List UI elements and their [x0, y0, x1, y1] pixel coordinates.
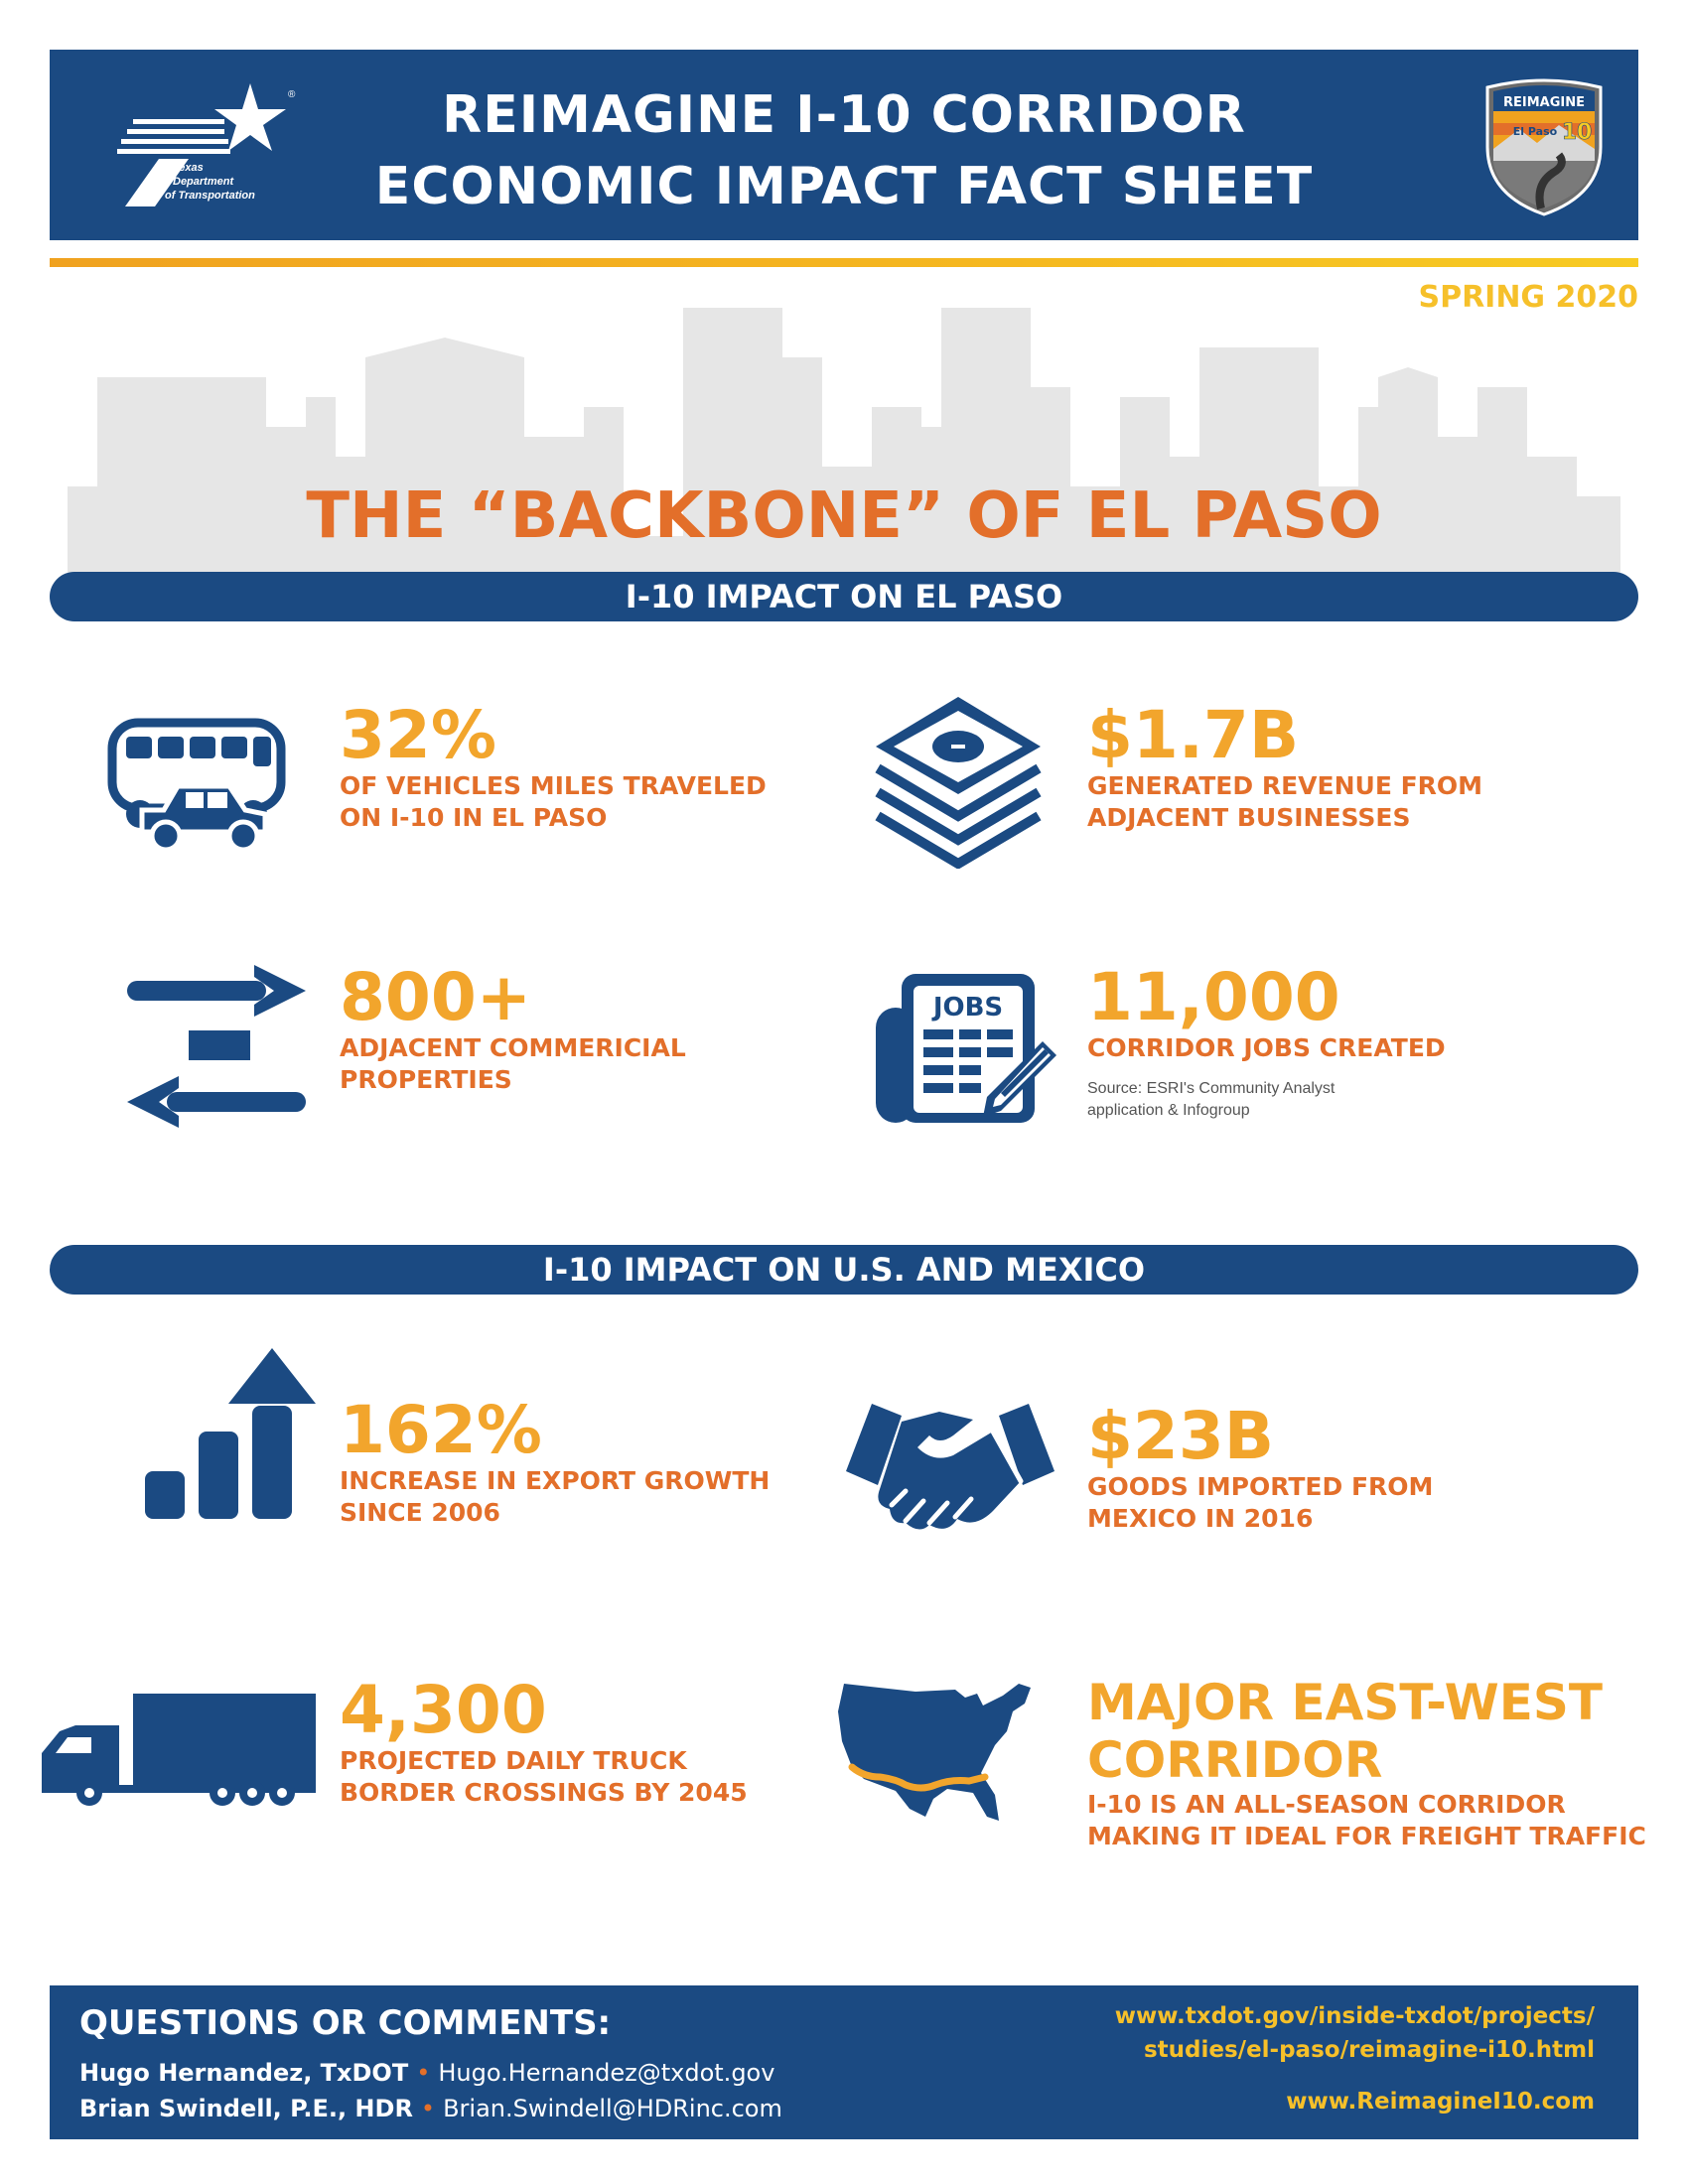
handshake-icon — [844, 1402, 1056, 1543]
project-page-link-line2[interactable]: studies/el-paso/reimagine-i10.html — [1143, 2037, 1595, 2063]
header-title-line2: ECONOMIC IMPACT FACT SHEET — [374, 157, 1314, 216]
stat-value: 11,000 — [1087, 959, 1340, 1035]
stat-value: $23B — [1087, 1398, 1275, 1474]
stat-east-west-corridor — [1087, 1674, 1646, 1852]
stat-description: GOODS IMPORTED FROM MEXICO IN 2016 — [1087, 1472, 1434, 1533]
stat-description: INCREASE IN EXPORT GROWTH SINCE 2006 — [340, 1466, 771, 1527]
main-title: THE “BACKBONE” OF EL PASO — [306, 479, 1382, 553]
stat-description: GENERATED REVENUE FROM ADJACENT BUSINESSES — [1087, 771, 1483, 832]
us-map-icon — [836, 1682, 1035, 1827]
stat-description: PROJECTED DAILY TRUCK BORDER CROSSINGS BY 2045 — [340, 1746, 748, 1807]
project-page-link[interactable] — [1115, 1999, 1595, 2067]
stat-jobs — [1087, 959, 1446, 1122]
project-page-link-line1[interactable]: www.txdot.gov/inside-txdot/projects/ — [1114, 2003, 1595, 2029]
money-stack-icon — [874, 695, 1043, 869]
stat-value: 162% — [340, 1392, 542, 1468]
footer-heading: QUESTIONS OR COMMENTS: — [79, 2003, 612, 2043]
stat-description: CORRIDOR JOBS CREATED — [1087, 1033, 1446, 1062]
stat-value: 32% — [340, 697, 496, 773]
jobs-label: JOBS — [932, 993, 1004, 1023]
contact-email-link[interactable]: Brian.Swindell@HDRinc.com — [443, 2095, 782, 2122]
contact-email-link[interactable]: Hugo.Hernandez@txdot.gov — [438, 2059, 775, 2087]
reimagine-i10-badge-icon — [1479, 77, 1609, 216]
stat-value: $1.7B — [1087, 697, 1300, 773]
svg-text:®: ® — [288, 89, 296, 100]
stat-truck-crossings — [340, 1672, 748, 1809]
truck-icon — [40, 1692, 318, 1807]
stat-value: 800+ — [340, 959, 532, 1035]
badge-top-text: REIMAGINE — [1503, 95, 1585, 110]
stat-revenue — [1087, 697, 1483, 834]
badge-num-text: 10 — [1561, 120, 1593, 145]
section-heading-us-mexico: I-10 IMPACT ON U.S. AND MEXICO — [50, 1245, 1638, 1295]
stat-export-growth — [340, 1392, 771, 1529]
stat-description: ADJACENT COMMERICIAL PROPERTIES — [340, 1033, 686, 1094]
stat-title: MAJOR EAST-WEST CORRIDOR — [1087, 1674, 1604, 1789]
bus-car-icon — [104, 715, 293, 854]
season-label: SPRING 2020 — [1418, 280, 1638, 315]
growth-chart-arrow-icon — [143, 1346, 318, 1523]
svg-text:of Transportation: of Transportation — [165, 190, 255, 202]
reimagine-site-link[interactable]: www.ReimagineI10.com — [1286, 2089, 1595, 2115]
svg-text:Texas: Texas — [173, 162, 204, 174]
contact-row — [79, 2095, 782, 2122]
stat-vmt — [340, 697, 767, 834]
gold-divider — [50, 258, 1638, 267]
stat-properties — [340, 959, 686, 1096]
stat-description: OF VEHICLES MILES TRAVELED ON I-10 IN EL PASO — [340, 771, 767, 832]
svg-text:Department: Department — [173, 176, 234, 188]
stat-description: I-10 IS AN ALL-SEASON CORRIDOR MAKING IT IDEAL FOR FREIGHT TRAFFIC — [1087, 1790, 1646, 1850]
contact-name: Hugo Hernandez, TxDOT — [79, 2059, 409, 2087]
section-heading-el-paso: I-10 IMPACT ON EL PASO — [50, 572, 1638, 621]
contact-name: Brian Swindell, P.E., HDR — [79, 2095, 413, 2122]
stat-value: 4,300 — [340, 1672, 547, 1748]
header-banner — [50, 50, 1638, 240]
jobs-newspaper-icon — [872, 968, 1060, 1127]
badge-city-text: El Paso — [1512, 125, 1558, 138]
contact-row — [79, 2059, 774, 2087]
bullet-icon: • — [420, 2095, 436, 2122]
stat-source: Source: ESRI's Community Analyst application & Infogroup — [1087, 1080, 1336, 1119]
footer-contact-banner — [50, 1985, 1638, 2139]
two-way-arrows-icon — [125, 959, 308, 1134]
stat-imports — [1087, 1398, 1434, 1535]
header-title-line1: REIMAGINE I-10 CORRIDOR — [442, 85, 1246, 145]
bullet-icon: • — [416, 2059, 431, 2087]
